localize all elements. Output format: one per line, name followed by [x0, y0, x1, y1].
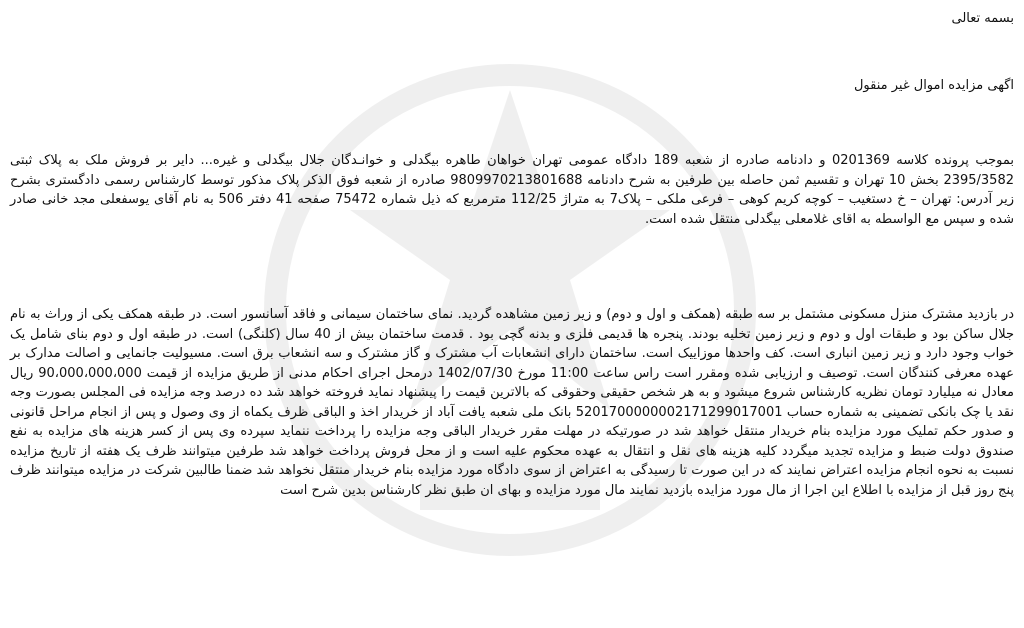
case-details-paragraph: بموجب پرونده کلاسه 0201369 و دادنامه صادره از شعبه 189 دادگاه عمومی تهران خواهان طاهره بیگدلی و خوانـدگان جلال بیگدلی و غیره... دایر بر فروش ملک به پلاک ثبتی 2395/3582 بخش 10 تهران و تقسیم ثمن حاصله بین طرفین به شرح دادنامه 9809970213801688 صادره از شعبه فوق الذکر پلاک مذکور توسط کارشناس رسمی دادگستری بشرح زیر آدرس: تهران – خ دستغیب – کوچه کریم کوهی – فرعی ملکی – پلاک7 به متراژ 112/25 مترمربع که ذیل شماره 75472 صفحه 41 دفتر 506 به نام آقای یوسفعلی مجد خانی صادر شده و سپس مع الواسطه به اقای غلامعلی بیگدلی منتقل شده است.: [10, 153, 1015, 227]
notice-title: اگهی مزایده اموال غیر منقول: [853, 78, 1014, 93]
property-description-paragraph: در بازدید مشترک منزل مسکونی مشتمل بر سه طبقه (همکف و اول و دوم) و زیر زمین مشاهده گردید. نمای ساختمان سیمانی و فاقد آسانسور است. در طبقه همکف یکی از وراث به نام جلال ساکن بود و طبقات اول و دوم و زیر زمین تخلیه بودند. پنجره ها قدیمی فلزی و بدنه گچی بود . قدمت ساختمان بیش از 40 سال (کلنگی) است. در طبقه اول و دوم بنای شامل یک خواب وجود دارد و زیر زمین انباری است. کف واحدها موزاییک است. ساختمان دارای انشعابات آب مشترک و گاز مشترک و سه انشعاب برق است. مسیولیت جانمایی و اصالت مدارک بر عهده معرفی کنندگان است. توصیف و ارزیابی شده ومقرر است راس ساعت 11:00 مورخ 1402/07/30 درمحل اجرای احکام مدنی از طریق مزایده از قیمت 90،000،000،000 ریال معادل نه میلیارد تومان نظریه کارشناس شروع میشود و به هر شخص حقیقی وحقوقی که بالاترین قیمت را پیشنهاد نماید فروخته خواهد شد ده درصد وجه مزایده فی المجلس بصورت وجه نقد یا چک بانکی تضمینی به شماره حساب 5201700000002171299017001 بانک ملی شعبه یافت آباد از خریدار اخذ و الباقی ظرف یکماه از وی وصول و پس از انجام مراحل قانونی و صدور حکم تملیک مورد مزایده بنام خریدار منتقل خواهد شد در صورتیکه در مهلت مقرر خریدار الباقی وجه مزایده را پرداخت ننماید سپرده وی پس از کسر هزینه های مزایده به نفع صندوق دولت ضبط و مزایده تجدید میگردد کلیه هزینه های نقل و انتقال به عهده محکوم علیه است و از محل فروش پرداخت خواهد شد طرفین میتوانند ظرف یک هفته از تاریخ مزایده نسبت به نحوه انجام مزایده اعتراض نمایند که در این صورت تا رسیدگی به اعتراض از سوی دادگاه مورد مزایده بنام خریدار منتقل نخواهد شد ضمنا طالبین شرکت در مزایده میتوانند ظرف پنج روز قبل از مزایده با اطلاع این اجرا از مال مورد مزایده بازدید نمایند مال مورد مزایده و بهای ان طبق نظر کارشناس بدین شرح است: [10, 307, 1015, 498]
bismillah-heading: بسمه تعالی: [951, 11, 1014, 26]
